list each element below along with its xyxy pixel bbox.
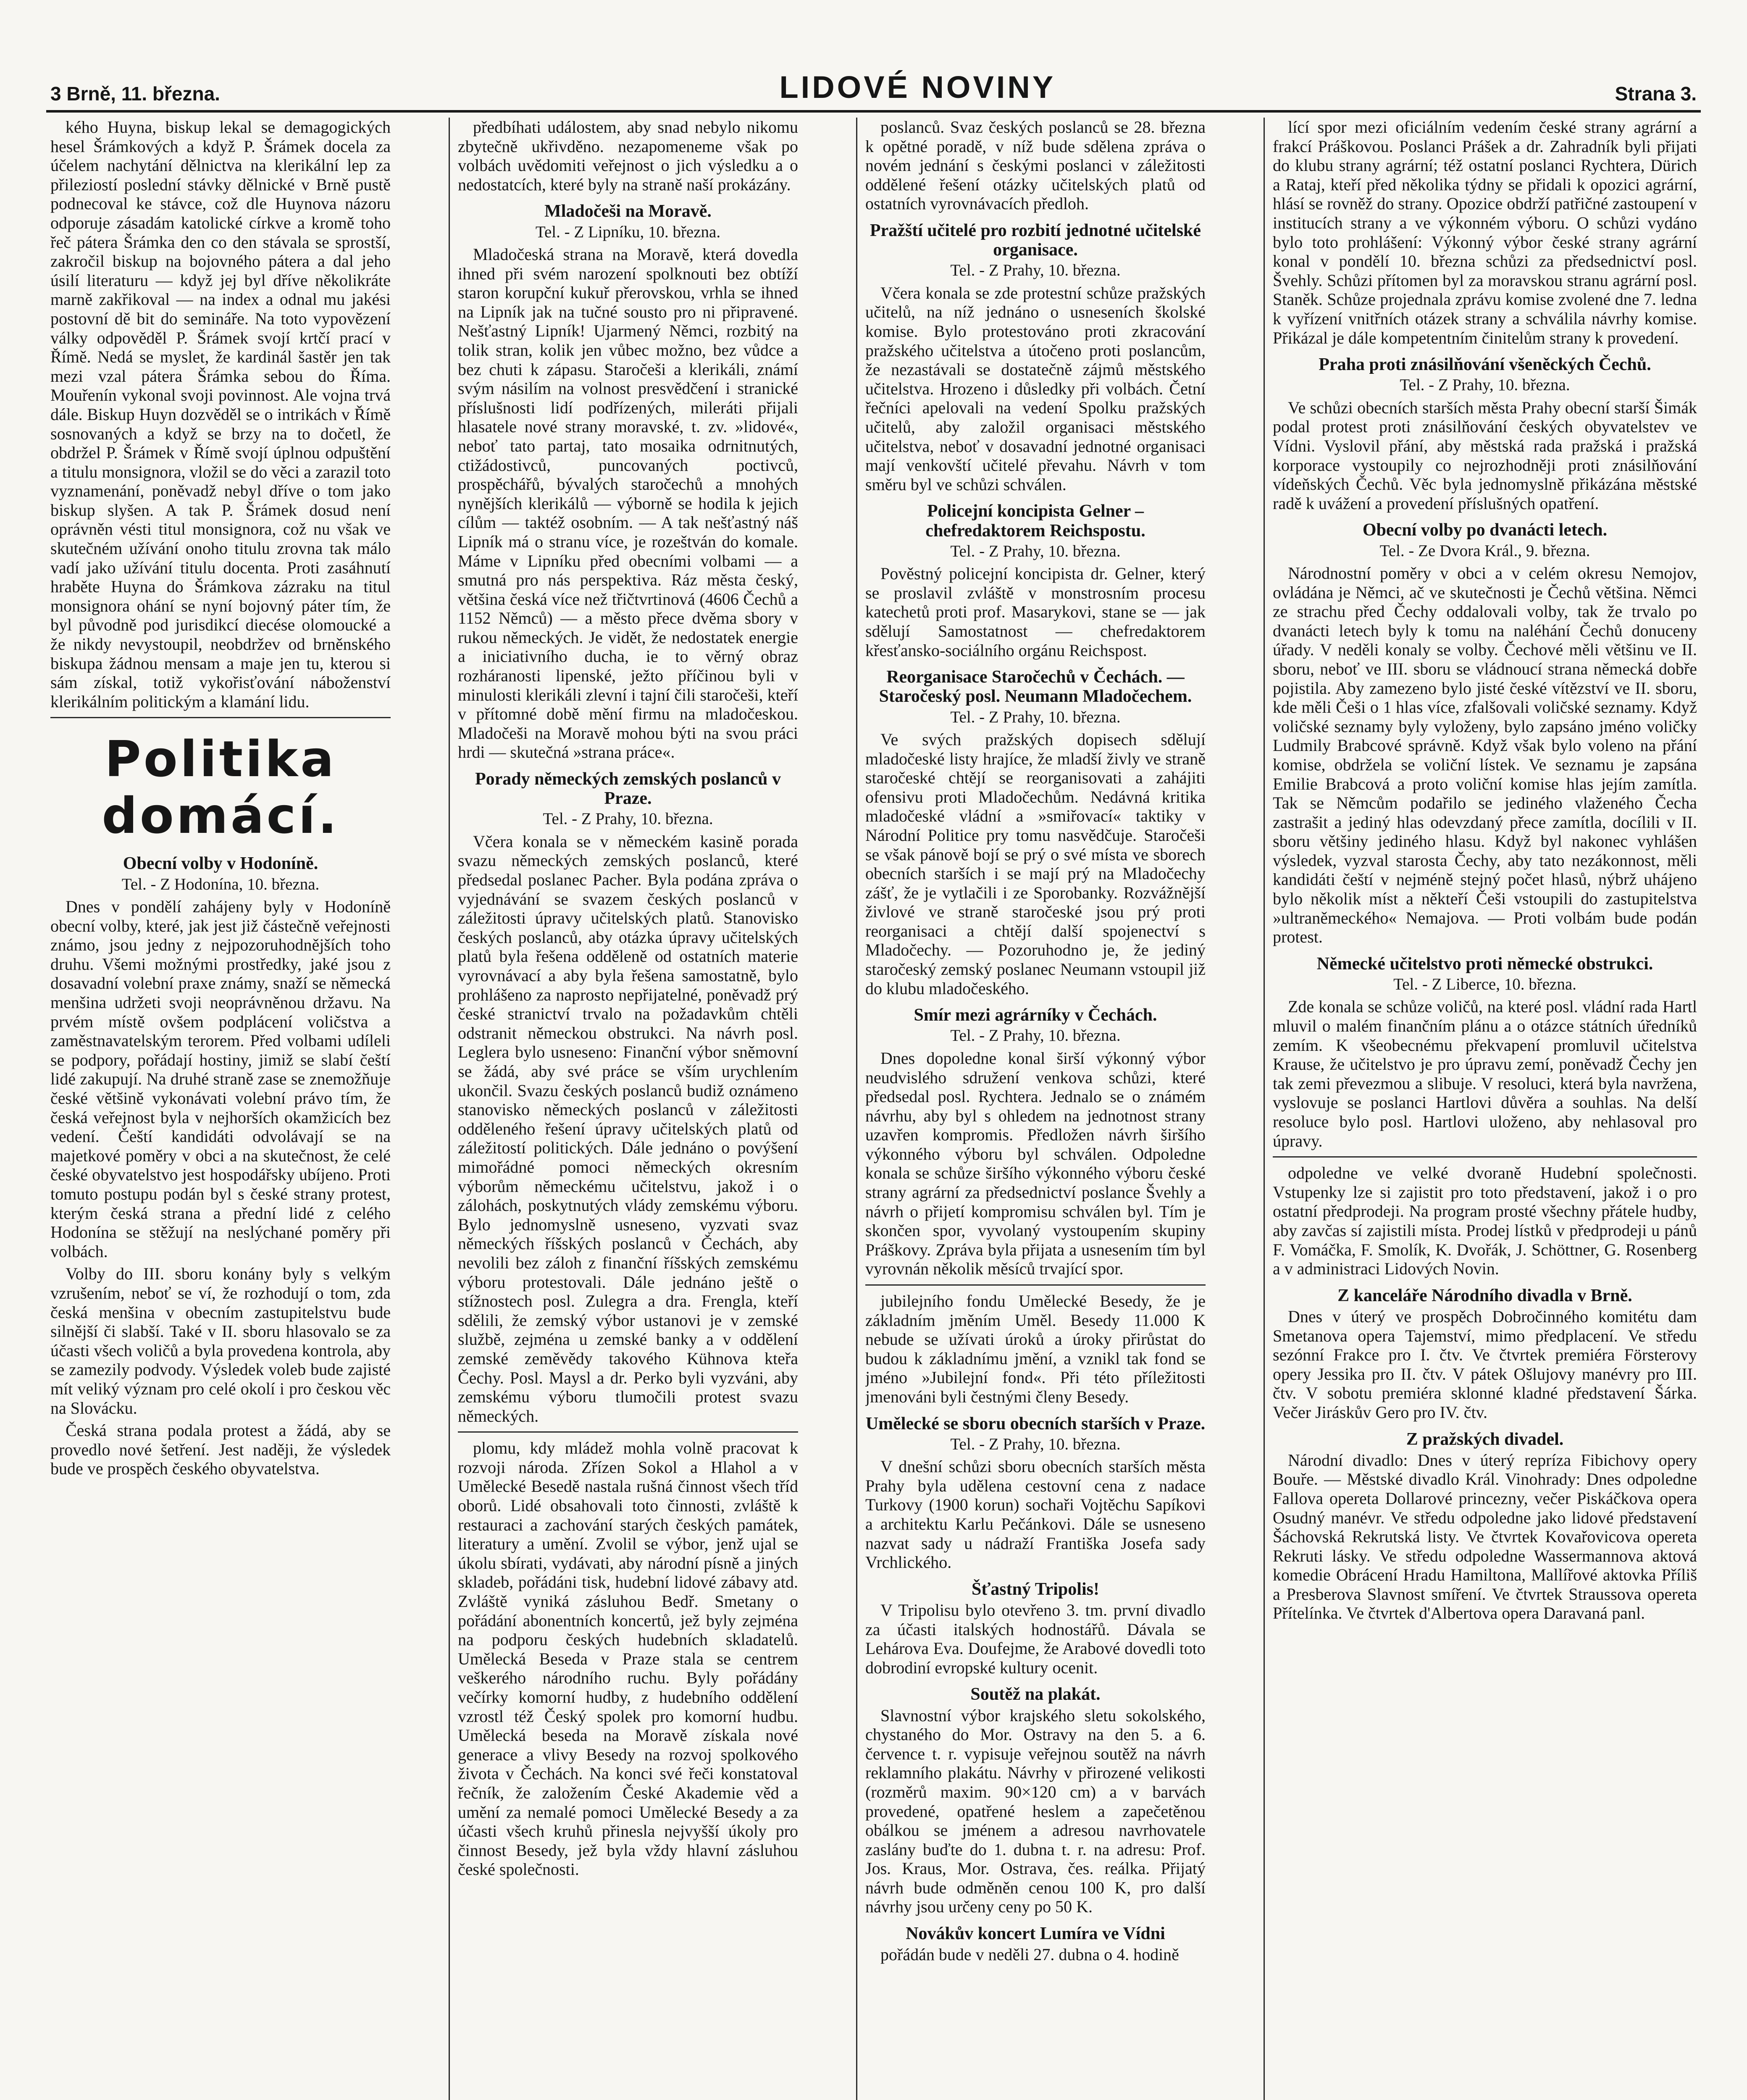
article-headline: Policejní koncipista Gelner – chefredaktorem Reichspostu.: [925, 501, 1145, 541]
dateline-header: 3 Brně, 11. března.: [50, 83, 220, 105]
section-divider: [50, 717, 391, 718]
article-headline: Reorganisace Staročechů v Čechách. — Staročeský posl. Neumann Mladočechem.: [879, 667, 1192, 706]
article-headline: Smír mezi agrárníky v Čechách.: [914, 1005, 1157, 1025]
article-text: Dnes v úterý ve prospěch Dobročinného komitétu dam Smetanova opera Tajemství, mimo předplacení. Ve středu sezónní Frakce pro I. čtv. Ve čtvrtek premiéra Försterovy opery Jessika pro II. čtv. V pátek Ošlujovy manévry pro III. čtv. V sobotu premiéra sklonné kladné představení Šárka. Večer Jiráskův Gero pro IV. čtv.: [1273, 1307, 1697, 1422]
article-headline: Z pražských divadel.: [1406, 1429, 1564, 1449]
article-text: Pověstný policejní koncipista dr. Gelner, který se proslavil zvláště v monstrosním procesu katechetů proti prof. Masarykovi, stane se — jak sdělují Samostatnost — chefredaktorem křesťansko-sociálního orgánu Reichspost.: [865, 564, 1206, 660]
section-divider: [865, 1284, 1206, 1286]
column-rule: [856, 118, 857, 2100]
article-headline: Porady německých zemských poslanců v Praze.: [475, 769, 781, 808]
column-rule: [1264, 118, 1265, 2100]
column-rule: [449, 118, 450, 2100]
newspaper-title: LIDOVÉ NOVINY: [779, 70, 1056, 105]
column-3: [865, 118, 1206, 2100]
article-dateline: Tel. - Z Prahy, 10. března.: [543, 810, 713, 828]
article-dateline: Tel. - Z Prahy, 10. března.: [950, 261, 1121, 280]
article-text: Včera konala se zde protestní schůze pražských učitelů, na níž jednáno o usneseních školské komise. Bylo protestováno proti zkracování pražského učitelstva a útočeno proti poslancům, že nezastávali se dostatečně zájmů městského učitelstva. Hrozeno i důsledky při volbách. Četní řečníci apelovali na vedení Spolku pražských učitelů, aby založil organisaci městského učitelstva, neboť v dosavadní jednotné organisaci mají venkovští učitelé převahu. Návrh v tom směru byl ve schůzi schválen.: [865, 283, 1206, 494]
section-divider: [458, 1431, 798, 1433]
article-dateline: Tel. - Z Liberce, 10. března.: [1393, 975, 1576, 994]
article-text: odpoledne ve velké dvoraně Hudební společnosti. Vstupenky lze si zajistit pro toto představení, jakož i o pro ostatní předprodeji. Na program prosté všechny přátele hudby, aby zavčas sí zajistili místa. Prodej lístků v předprodeji u pánů F. Vomáčka, F. Smolík, K. Dvořák, J. Schöttner, G. Rosenberg a v administraci Lidových Novin.: [1273, 1163, 1697, 1278]
article-dateline: Tel. - Z Prahy, 10. března.: [950, 542, 1121, 560]
column-4: [1273, 118, 1697, 2100]
article-headline: Obecní volby po dvanácti letech.: [1362, 520, 1608, 540]
article-dateline: Tel. - Z Prahy, 10. března.: [1400, 376, 1570, 394]
article-headline: Šťastný Tripolis!: [972, 1579, 1099, 1599]
article-dateline: Tel. - Z Lipníku, 10. března.: [535, 223, 721, 241]
column-2: [458, 118, 798, 2100]
article-text: pořádán bude v neděli 27. dubna o 4. hodině: [880, 1945, 1179, 1964]
article-text: V Tripolisu bylo otevřeno 3. tm. první divadlo za účasti italských hodnostářů. Dávala se Lehárova Eva. Doufejme, že Arabové dovedli toto dobrodiní evropské kultury ocenit.: [865, 1600, 1206, 1677]
article-headline: Novákův koncert Lumíra ve Vídni: [906, 1924, 1165, 1944]
article-text: Ve schůzi obecních starších města Prahy obecní starší Šimák podal protest proti znásilňování českých obyvatelstev ve Vídni. Vyslovil přání, aby městská rada pražská i pražská korporace vystoupily co nejrozhodněji proti znásilňování vídeňských Čechů. Věc byla jednomyslně přikázána městské radě k uvážení a provedení příslušných opatření.: [1273, 398, 1697, 513]
article-text: Včera konala se v německém kasině porada svazu německých zemských poslanců, které předsedal poslanec Pacher. Byla podána zpráva o vyjednávání se svazem českých poslanců v záležitosti úpravy učitelských platů. Stanovisko českých poslanců, aby otázka úpravy učitelských platů byla řešena odděleně od ostatních materie vyrovnávací a aby byla řešena samostatně, bylo prohlášeno za naprosto nepřijatelné, poněvadž prý české stranictví trvalo na požadavkům chtěli odstranit německou obstrukci. Na návrh posl. Leglera bylo usneseno: Finanční výbor sněmovní se žádá, aby své práce se vším urychlením ukončil. Svazu českých poslanců budiž oznámeno stanovisko německých poslanců v záležitosti odděleného řešení úpravy učitelských platů od záležitostí politických. Dále jednáno o povýšení mimořádné pomoci německých okresním výborům německému učitelstvu, jakož i o zálohách, poskytnutých vlády zemskému výboru. Bylo jednomyslně usneseno, vyzvati svaz německých říšských poslanců v Čechách, aby nevolili bez záloh z finanční říšských zemskému výboru protestovali. Dále jednáno ještě o stížnostech posl. Zulegra a dra. Frengla, kteří sdělili, že zemský výbor ustanovi je v zemské službě, zejména u zemské banky a v oddělení zemské zeměvědy takového Kühnova kteřa Čechy. Posl. Maysl a dr. Perko byli vyzváni, aby zemskému výboru tlumočili protest svazu německých.: [458, 832, 798, 1425]
article-text: Národní divadlo: Dnes v úterý repríza Fibichovy opery Bouře. — Městské divadlo Král. Vinohrady: Dnes odpoledne Fallova opereta Dollarové princezny, večer Piskáčkova opera Osudný manévr. Ve středu odpoledne jako lidové představení Šáchovská Rekrutská listy. Ve čtvrtek Kovařovicova opereta Rekruti lásky. Ve středu odpoledne Wassermannova aktová komedie Obrácení Hradu Hamiltona, Mallířové aktovka Příliš a Presberova Slavnost smíření. Ve čtvrtek Straussova opereta Přítelínka. Ve čtvrtek d'Albertova opera Daravaná panl.: [1273, 1450, 1697, 1623]
article-headline: Z kanceláře Národního divadla v Brně.: [1337, 1286, 1632, 1305]
article-text: předbíhati událostem, aby snad nebylo nikomu zbytečně ukřivděno. nezapomeneme však po volbách uvědomiti veřejnost o jich výsledku a o nedostatcích, které byly na straně naší prokázány.: [458, 118, 798, 194]
article-text: kého Huyna, biskup lekal se demagogických hesel Šrámkových a když P. Šrámek docela za účelem nachytání dělnictva na klerikální lep za přileziostí poslední stávky dělnické v Brně pustě podnecoval ke stávce, což dle Huynova názoru odporuje zásadám katolické církve a kromě toho řeč páterа Šrámka den co den stávala se sprostší, zakročil biskup na bojovného páterа a dal jeho úsilí literaturu — když jej byl dříve několikráte marně zakřikoval — na index a odnal mu jakési postovní dě bit do semináře. Na toto vypovězení války odpověděl P. Šrámek svojí krtčí prací v Římě. Nedá se myslet, že kardinál šastěr jen tak mezi vzal páterа Šrámka sebou do Říma. Mouřenín vykonal svoji povinnost. Ale vojna trvá dále. Biskup Huyn dozvěděl se o intrikách v Římě sosnovaných a když se brzy na to dočetl, že obdržel P. Šrámek v Římě svojí úplnou odpuštění a titulu monsignora, vložil se do věci a zarazil toto vyznamenání, poněvadž nebyl dříve o tom jako biskup slyšen. A tak P. Šrámek dosud není oprávněn vésti titul monsignora, což nu však ve skutečném užívání onoho titulu zrovna tak málo vadí jako užívání titulu docenta. Proti zasáhnutí hraběte Huyna do Šrámkova zázraku na titul monsignora ohání se nyní bojovný páter tím, že byl původně pod jurisdikcí diecése olomoucké a že nikdy nevystoupil, neobdržev od brněnského biskupa žádnou mensam a maje jen tu, kterou si sám získal, totiž vykořisťování náboženství klerikálním politickým a klamání lidu.: [50, 118, 391, 711]
article-dateline: Tel. - Z Hodonína, 10. března.: [121, 875, 320, 893]
article-text: Ve svých pražských dopisech sdělují mladočeské listy hrajíce, že mladší živly ve straně staročeské chtějí se reorganisovati a zahájiti ofensivu proti Mladočechům. Nedávná kritika mladočeské vládní a »smiřovací« taktiky v Národní Politice pry tomu nasvědčuje. Staročeši se však pánově bojí se prý o své místa ve sborech obecních starších i se mají prý na Mladočechy zášť, že je vytlačili i ze Sporobanky. Rozvážnější živlové ve straně staročeské jsou prý proti reorganisaci a chtějí další spojenectví s Mladočechy. — Pozoruhodno je, že jediný staročeský zemský poslanec Neumann vstoupil již do klubu mladočeského.: [865, 730, 1206, 998]
article-text: Dnes dopoledne konal širší výkonný výbor neudvislého sdružení venkova schůzi, které předsedal posl. Rychtera. Jednalo se o známém návrhu, aby byl s ohledem na jednotnost strany uzavřen kompromis. Předložen návrh širšího výkonného výboru byl schválen. Odpoledne konala se schůze širšího výkonného výboru české strany agrární za předsednictví poslance Švehly a návrh o přijetí kompromisu schválen byl. Tím je skončen spor, vyvolaný vystoupením skupiny Práškovy. Zpráva byla přijata a usnesením tím byl vyrovnán několik měsíců trvající spor.: [865, 1048, 1206, 1278]
article-headline: Obecní volby v Hodoníně.: [123, 854, 318, 874]
article-dateline: Tel. - Z Prahy, 10. března.: [950, 1026, 1121, 1045]
article-text: Volby do III. sboru konány byly s velkým vzrušením, neboť se ví, že rozhodují o tom, zda česká menšina v obecním zastupitelstvu bude silnější či slabší. Také v II. sboru hlasovalo se za účasti všech voličů a byla provedena kontrola, aby se zamezily podvody. Výsledek voleb bude zajisté mít veliký význam pro celé okolí i pro českou věc na Slovácku.: [50, 1264, 391, 1418]
article-headline: Soutěž na plakát.: [970, 1685, 1101, 1704]
rubric-heading: Politika domácí.: [102, 730, 339, 845]
article-headline: Praha proti znásilňování všeněckých Čechů.: [1319, 355, 1651, 375]
article-text: V dnešní schůzi sboru obecních starších města Prahy byla udělena cestovní cena z nadace Turkovy (1900 korun) sochaři Vojtěchu Sapíkovi a architektu Karlu Pečánkovi. Dále se usneseno nazvat sady u nádraží Františka Josefa sady Vrchlického.: [865, 1457, 1206, 1572]
masthead-rule: [46, 110, 1701, 113]
article-text: Česká strana podala protest a žádá, aby se provedlo nové šetření. Jest naději, že výsledek bude ve prospěch českého obyvatelstva.: [50, 1421, 391, 1478]
article-text: plomu, kdy mládež mohla volně pracovat k rozvoji národa. Zřízen Sokol a Hlahol a v Umělecké Besedě nastala rušná činnost všech tříd oborů. Lidé obsahovali toto činnosti, zvláště k restauraci a zachování starých českých památek, literatury a umění. Zvolil se výbor, jenž ujal se úkolu sbírati, vydávati, aby národní písně a jiných skladeb, pořádáni tisk, hudební lidové zábavy atd. Zvláště vyniká zásluhou Bedř. Smetany o pořádání abonentních koncertů, jež byly zejména na podporu českých hudebních skladatelů. Umělecká Beseda v Praze stala se centrem veškerého národního ruchu. Byly pořádány večírky komorní hudby, z hudebního oddělení vzrostl též Český spolek pro komorní hudbu. Umělecká beseda na Moravě získala nové generace a vlivy Besedy na rozvoj spolkového života v Čechách. Na konci své řeči konstatoval řečník, že založením České Akademie věd a umění za nemalé pomoci Umělecké Besedy a za účasti všech kruhů přinesla nejvyšší úkoly pro činnost Besedy, jež byla vždy hlavní zásluhou české společnosti.: [458, 1438, 798, 1879]
article-text: Národnostní poměry v obci a v celém okresu Nemojov, ovládána je Němci, ač ve skutečnosti je Čechů většina. Němci ze strachu před Čechy oddalovali volby, tak že trvalo po dvanácti letech byly k tomu na naléhání Čechů donuceny úřady. V neděli konaly se volby. Čechové měli většinu ve II. sboru, neboť ve III. sboru se vládnoucí strana německá dobře pojistila. Aby zamezeno bylo jisté české vítězství ve II. sboru, kde měli Češi o 1 hlas více, zfalšovali voličské seznamy. Když voličské seznamy byly vyloženy, bylo zapsáno jméno voličky Ludmily Brabcové správně. Když však bylo voleno na přání komise, obdržela se voliční lístek. Ve seznamu je zapsána Emilie Brabcová a proto voliční komise hlas jejím zamítla. Tak se Němcům podařilo se jediného vlaženého Čecha zastrašit a jediný hlas odevzdaný přece zamítla, docílili v II. sboru většiny jediného hlasu. Když byl nakonec vyhlášen výsledek, vyzval starosta Čechy, aby tato nezákonnost, měli kandidáti čeští v nejméně stejný počet hlasů, nýbrž uhájeno bylo několik míst a někteří Češi vstoupili do zastupitelstva »ultraněmeckého« Nemajova. — Proti volbám bude podán protest.: [1273, 563, 1697, 947]
article-text: jubilejního fondu Umělecké Besedy, že je základním jměním Uměl. Besedy 11.000 K nebude se užívati úroků a úroky přirůstat do budou k základnímu jmění, a vznikl tak fond se jméno »Jubilejní fond«. Při této příležitosti jmenováni byli čestnými členy Besedy.: [865, 1292, 1206, 1406]
article-text: Dnes v pondělí zahájeny byly v Hodoníně obecní volby, které, jak jest již částečně veřejnosti známo, jsou jedny z nejpozoruhodnějších toho druhu. Všemi možnými prostředky, jaké jsou z dosavadní volební praxe známy, snaží se německá menšina udržeti svoji neoprávněnou državu. Na prvém místě ovšem podplácení voličstva a zaměstnavatelským terorem. Před volbami udíleli se podpory, pořádají hostiny, jimiž se slabí čeští lidé zakupují. Na druhé straně zase se znemožňuje české většině vykonávati volební právo tím, že česká veřejnost byla v nejhorších okamžicích bez vedení. Čeští kandidáti odvolávají se na majetkové poměry v obci a na skutečnost, že celé české obyvatelstvo jest hospodářsky ubíjeno. Proti tomuto postupu podán byl s české strany protest, kterým česká strana a přední lidé z celého Hodonína se stěžují na neslýchané poměry při volbách.: [50, 897, 391, 1261]
page-number: Strana 3.: [1615, 83, 1697, 105]
article-text: poslanců. Svaz českých poslanců se 28. března k opětné poradě, v níž bude sdělena zpráva o novém jednání s českými poslanci v záležitosti oddělené řešení otázky učitelských platů od ostatních vyrovnávacích předloh.: [865, 118, 1206, 213]
article-headline: Pražští učitelé pro rozbití jednotné učitelské organisace.: [870, 220, 1201, 260]
column-1: [50, 118, 391, 2100]
article-text: Mladočeská strana na Moravě, která dovedla ihned při svém narození spolknouti bez obtíží staron korupční kukuř přerovskou, vrhla se ihned na Lipník jak na tučné sousto pro ni připravené. Nešťastný Lipník! Ujarmený Němci, rozbitý na tolik stran, kolik jen vůbec možno, bez vůdce a bez chuti k zápasu. Staročeši a klerikáli, známí svým násilím na volnost presvědčení i stranické příslušnosti lidí podřízených, mileráti přijali hlasatele nové strany moravské, t. zv. »lidové«, neboť tato partaj, tato mosaika odrnitnutých, ctižádostivců, puncovaných poctivců, prospěchářů, bývalých staročechů a mnohých nynějších klerikálů — výborně se hodila k jejich cílům — taktéž osobním. — A tak nešťastný náš Lipník má o stranu více, je rozeštván do komale. Máme v Lipníku před obecními volbami — a smutná pro nás perspektiva. Ráz města český, většina česká více než třičtvrtinová (4606 Čechů a 1152 Němců) — a město přece dvěma sbory v rukou německých. Je vidět, že nedostatek energie a iniciativního ducha, ie to věrný obraz rozháranosti lipenské, ježto příčinou byli v minulosti klerikáli zlevní i tajní čili staročeši, kteří v přítomné době mění firmu na mladočeskou. Mladočeši na Moravě mohou býti na svou práci hrdi — skutečná »strana práce«.: [458, 245, 798, 762]
article-dateline: Tel. - Z Prahy, 10. března.: [950, 1435, 1121, 1453]
article-dateline: Tel. - Z Prahy, 10. března.: [950, 708, 1121, 726]
masthead: [50, 67, 1697, 105]
article-headline: Umělecké se sboru obecních starších v Praze.: [865, 1414, 1206, 1433]
article-dateline: Tel. - Ze Dvora Král., 9. března.: [1379, 541, 1590, 560]
article-headline: Mladočeši na Moravě.: [544, 202, 712, 221]
article-text: lící spor mezi oficiálním vedením české strany agrární a frakcí Práškovou. Poslanci Prášek a dr. Zahradník byli přijati do klubu strany agrární; též ostatní poslanci Rychtera, Dürich a Rataj, kteří před několika týdny se přidali k opozici agrární, hlásí se rovněž do strany. Opozice obdrží patřičné zastoupení v institucích strany a ve výkonném výboru. O schůzi vydáno bylo toto prohlášení: Výkonný výbor české strany agrární konal v pondělí 10. března schůzi za předsednictví posl. Švehly. Schůzi přítomen byl za moravskou stranu agrární posl. Staněk. Schůze projednala zprávu komise zvolené dne 7. ledna k vyřízení vnitřních otázek strany a schválila návrhy komise. Přikázal je dále kompetentním činitelům strany k provedení.: [1273, 118, 1697, 347]
article-text: Slavnostní výbor krajského sletu sokolského, chystaného do Mor. Ostravy na den 5. a 6. července t. r. vypisuje veřejnou soutěž na návrh reklamního plakátu. Návrhy v přirozené velikosti (rozměrů maxim. 90×120 cm) a v barvách provedené, opatřené heslem a zapečetěnou obálkou se jménem a adresou navrhovatele zaslány buďte do 1. dubna t. r. na adresu: Prof. Jos. Kraus, Mor. Ostrava, čes. reálka. Přijatý návrh bude odměněn cenou 100 K, pro další návrhy jsou určeny ceny po 50 K.: [865, 1706, 1206, 1916]
article-text: Zde konala se schůze voličů, na které posl. vládní rada Hartl mluvil o malém finančním plánu a o otázce státních úředníků zemím. K všeobecnému překvapení promluvil učitelstva Krause, že učitelstvo je pro úpravu zemí, poněvadž Čechy jen tak zemi převezmou a slibuje. V resoluci, která byla navržena, vyslovuje se poslanci Hartlovi důvěra a souhlas. Na delší resoluce bylo posl. Hartlovi uloženo, aby nehlasoval pro úpravy.: [1273, 997, 1697, 1150]
section-divider: [1273, 1156, 1697, 1158]
article-headline: Německé učitelstvo proti německé obstrukci.: [1316, 954, 1653, 974]
